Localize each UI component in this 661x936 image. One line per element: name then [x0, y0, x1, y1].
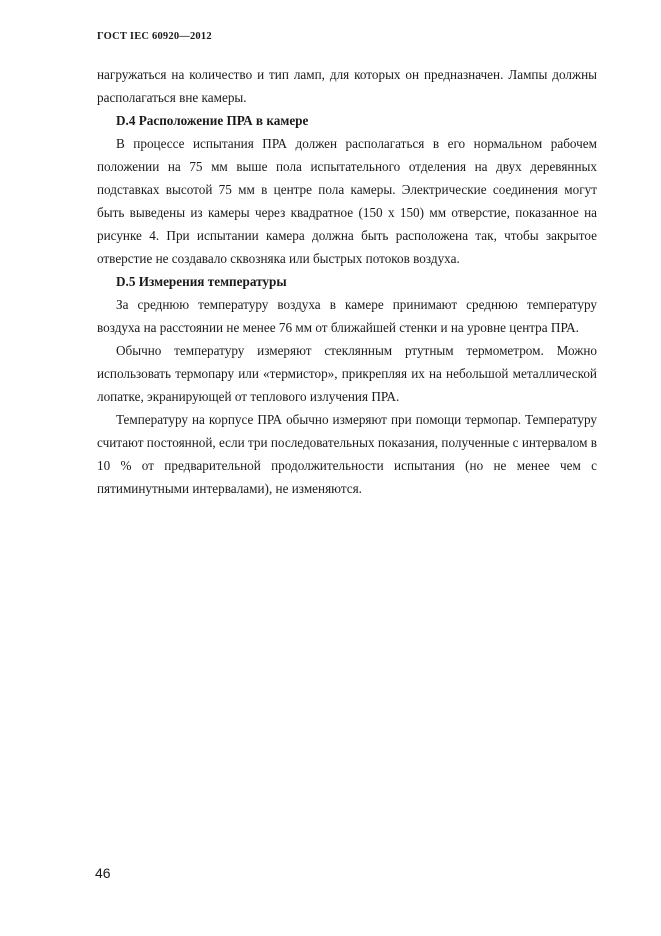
paragraph-d4-1: В процессе испытания ПРА должен располагаться в его нормальном рабочем положении на 75 мм выше пола испытательного отделения на двух деревянных подставках высотой 75 мм в центре пола камеры. Электрические соединения могут быть выведены из камеры через квадратное (150 х 150) мм отверстие, показанное на рисунке 4. При испытании камера должна быть расположена так, чтобы закрытое отверстие не создавало сквозняка или быстрых потоков воздуха.	[97, 136, 597, 266]
paragraph-d5-3: Температуру на корпусе ПРА обычно измеряют при помощи термопар. Температуру считают постоянной, если три последовательных показания, полученные с интервалом в 10 % от предварительной продолжительности испытания (но не менее чем с пятиминутными интервалами), не изменяются.	[97, 412, 597, 496]
paragraph-d5-2: Обычно температуру измеряют стеклянным ртутным термометром. Можно использовать термопару или «термистор», прикрепляя их на небольшой металлической лопатке, экранирующей от теплового излучения ПРА.	[97, 343, 597, 404]
paragraph-d5-1: За среднюю температуру воздуха в камере принимают среднюю температуру воздуха на расстоянии не менее 76 мм от ближайшей стенки и на уровне центра ПРА.	[97, 297, 597, 335]
paragraph-continuation: нагружаться на количество и тип ламп, для которых он предназначен. Лампы должны располагаться вне камеры.	[97, 67, 597, 105]
section-heading-d4: D.4 Расположение ПРА в камере	[116, 113, 309, 128]
document-body	[97, 63, 597, 500]
page-number: 46	[95, 865, 111, 881]
document-header: ГОСТ IEC 60920—2012	[97, 31, 212, 42]
section-heading-d5: D.5 Измерения температуры	[116, 274, 287, 289]
